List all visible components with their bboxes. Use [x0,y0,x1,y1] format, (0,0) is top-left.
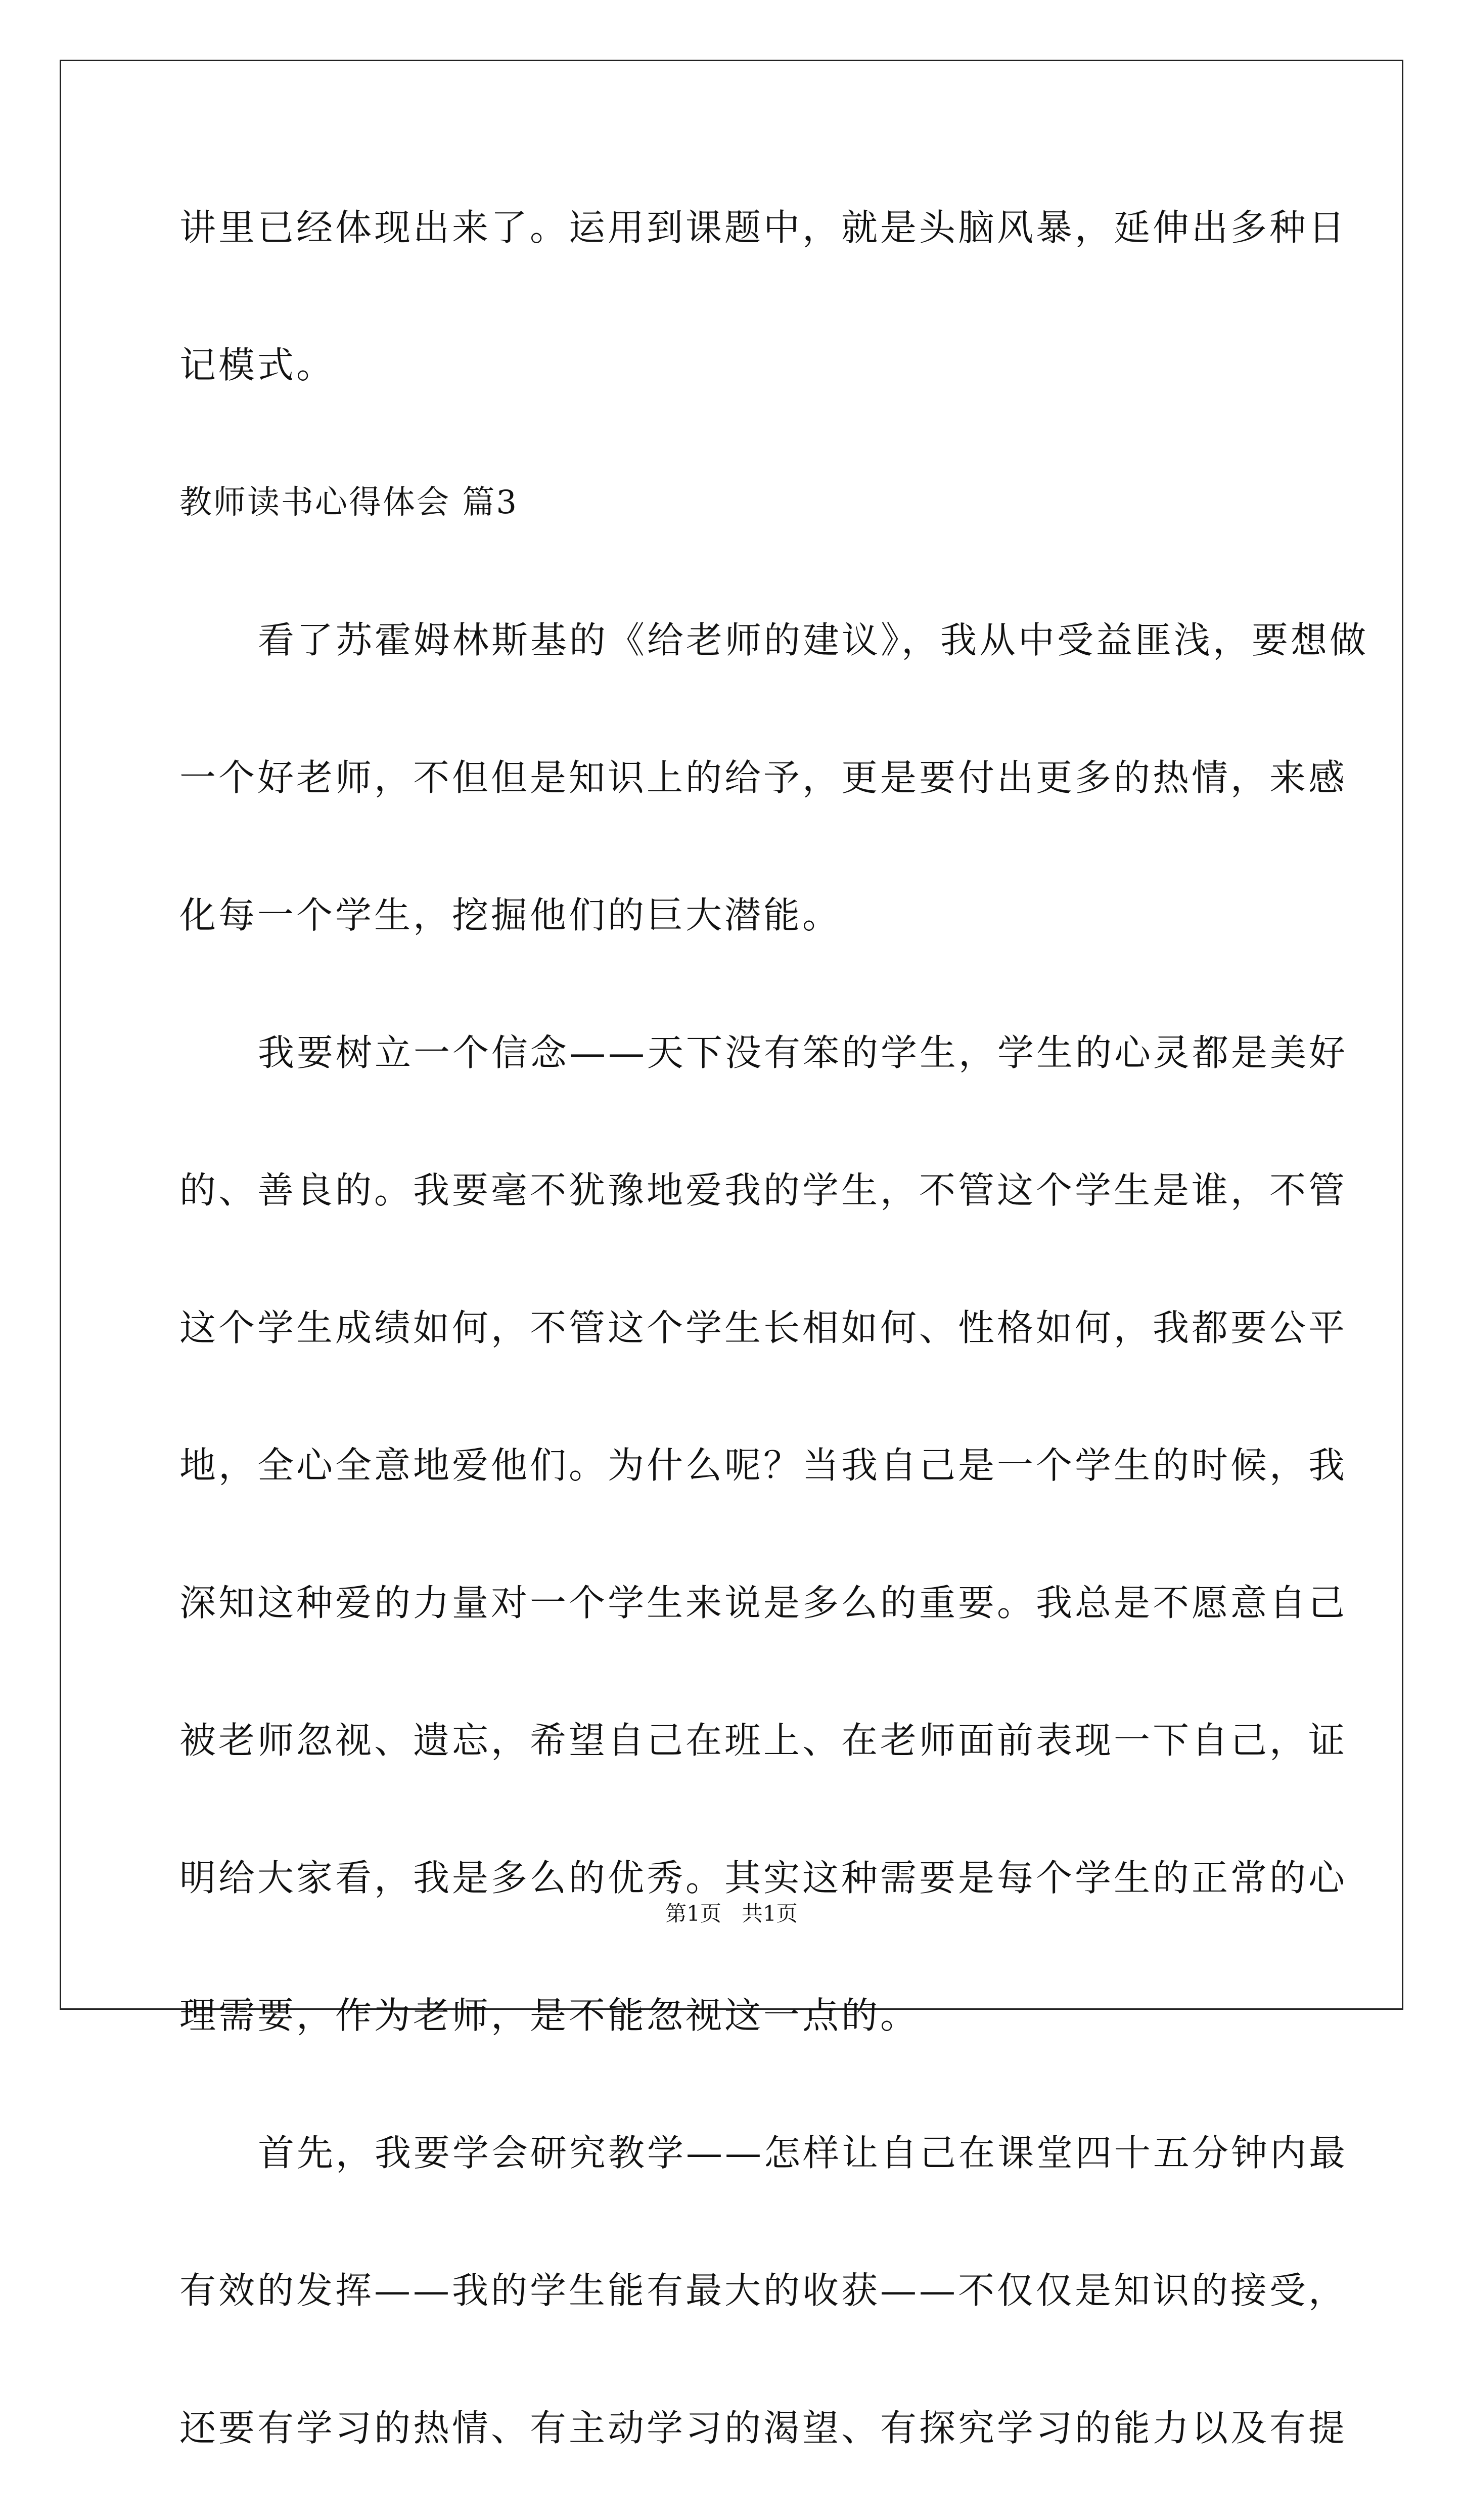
text-line: 还要有学习的热情、有主动学习的渴望、有探究学习的能力以及有提 [179,2407,1348,2449]
text-line: 有效的发挥——我的学生能有最大的收获——不仅仅是知识的接受， [179,2269,1348,2312]
document-body [179,182,1369,2520]
section-heading: 教师读书心得体会 篇3 [179,484,519,521]
text-line: 的、善良的。我要毫不犹豫地爱我的学生，不管这个学生是谁，不管 [179,1169,1348,1211]
text-line: 明给大家看，我是多么的优秀。其实这种需要是每个学生的正常的心 [179,1857,1348,1899]
text-line: 被老师忽视、遗忘，希望自己在班上、在老师面前表现一下自己，证 [179,1719,1348,1762]
paragraph-first-line: 首先，我要学会研究教学——怎样让自己在课堂四十五分钟内最 [258,2132,1348,2174]
paragraph-first-line: 看了苏霍姆林斯基的《给老师的建议》，我从中受益匪浅，要想做 [258,619,1369,661]
text-line: 这个学生成绩如何，不管这个学生长相如何、性格如何，我都要公平 [179,1307,1348,1349]
text-line: 深知这种爱的力量对一个学生来说是多么的重要。我总是不愿意自己 [179,1582,1348,1624]
text-line: 理需要，作为老师，是不能忽视这一点的。 [179,1994,920,2037]
text-line: 地，全心全意地爱他们。为什么呢？当我自己是一个学生的时候，我 [179,1444,1348,1487]
text-line: 化每一个学生，挖掘他们的巨大潜能。 [179,894,842,936]
paragraph-first-line: 我要树立一个信念——天下没有笨的学生，学生的心灵都是美好 [258,1031,1348,1074]
text-line: 讲里已经体现出来了。运用到课题中，就是头脑风暴，延伸出多种日 [179,206,1348,249]
page-footer: 第1页 共1页 [665,1901,798,1926]
text-line: 一个好老师，不但但是知识上的给予，更是要付出更多的热情，来感 [179,756,1348,799]
text-line: 记模式。 [179,344,336,386]
